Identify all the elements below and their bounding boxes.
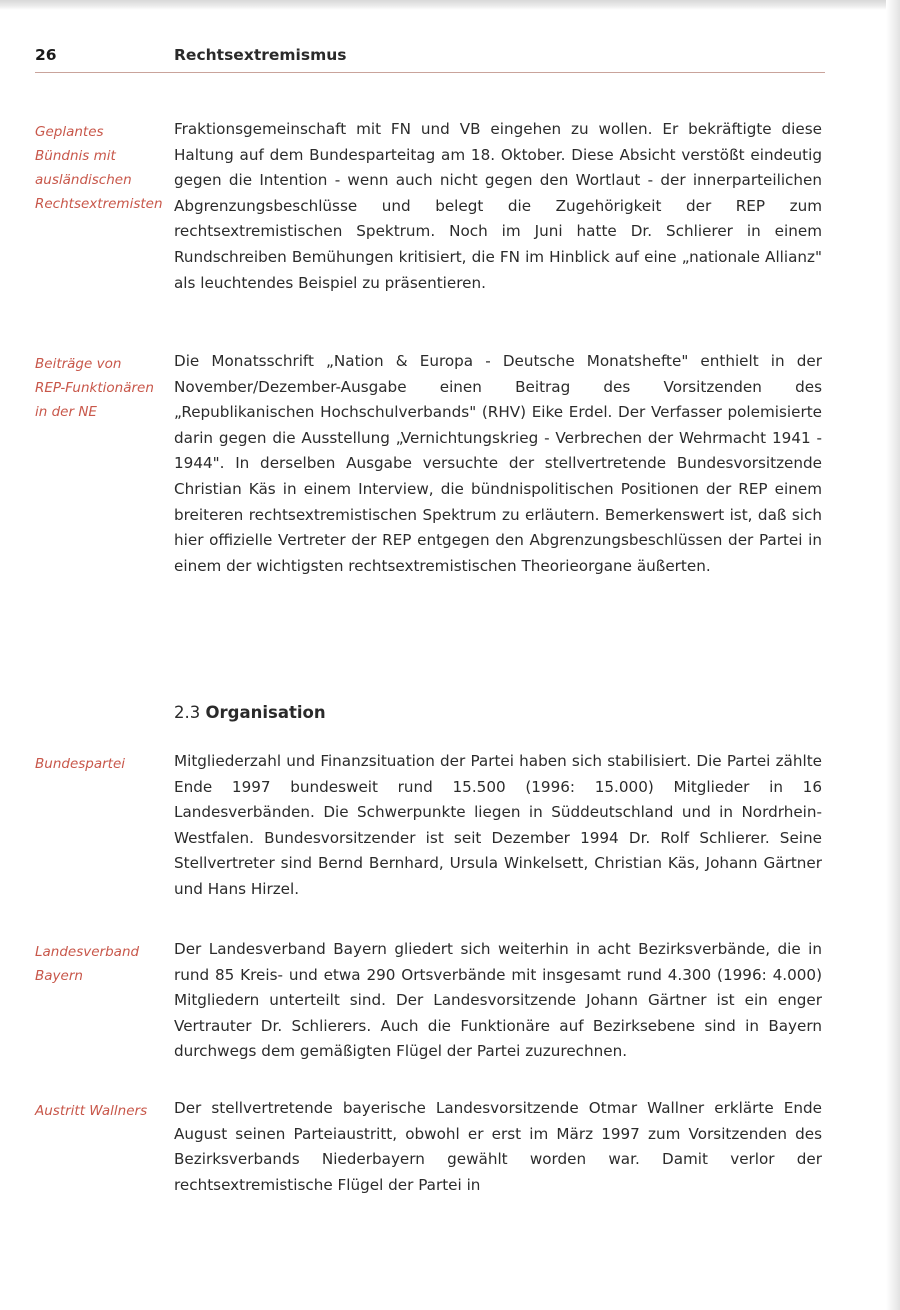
scan-right-edge xyxy=(886,0,900,1310)
margin-note-line: Beiträge von xyxy=(35,356,122,372)
margin-note-line: Landesverband xyxy=(35,944,140,960)
margin-note-line: Austritt Wallners xyxy=(35,1103,148,1119)
margin-note xyxy=(35,1099,165,1123)
margin-note xyxy=(35,752,165,776)
section-heading xyxy=(174,703,326,722)
margin-note-line: ausländischen xyxy=(35,172,132,188)
body-paragraph: Die Monatsschrift „Nation & Europa - Deutsche Monatshefte" enthielt in der November/Dezember-Ausgabe einen Beitrag des Vorsitzenden des „Republikanischen Hochschulverbands" (RHV) Eike Erdel. Der Verfasser polemisierte darin gegen die Ausstellung „Vernichtungskrieg - Verbrechen der Wehrmacht 1941 - 1944". In derselben Ausgabe versuchte der stellvertretende Bundesvorsitzende Christian Käs in einem Interview, die bündnispolitischen Positionen der REP einem breiteren rechtsextremistischen Spektrum zu erläutern. Bemerkenswert ist, daß sich hier offizielle Vertreter der REP entgegen den Abgrenzungsbeschlüssen der Partei in einem der wichtigsten rechtsextremistischen Theorieorgane äußerten. xyxy=(174,352,822,575)
page-number: 26 xyxy=(35,46,57,64)
body-paragraph: Der Landesverband Bayern gliedert sich weiterhin in acht Bezirksverbände, die in rund 85 Kreis- und etwa 290 Ortsverbände mit insgesamt rund 4.300 (1996: 4.000) Mitgliedern unterteilt sind. Der Landesvorsitzende Johann Gärtner ist ein enger Vertrauter Dr. Schlierers. Auch die Funktionäre auf Bezirksebene sind in Bayern durchwegs dem gemäßigten Flügel der Partei zuzurechnen. xyxy=(174,940,822,1061)
margin-note-line: Geplantes xyxy=(35,124,104,140)
margin-note-line: REP-Funktionären xyxy=(35,380,154,396)
section-number: 2.3 xyxy=(174,703,201,722)
body-paragraph: Der stellvertretende bayerische Landesvorsitzende Otmar Wallner erklärte Ende August seinen Parteiaustritt, obwohl er erst im März 1997 zum Vorsitzenden des Bezirksverbands Niederbayern gewählt worden war. Damit verlor der rechtsextremistische Flügel der Partei in xyxy=(174,1099,822,1194)
section-title: Organisation xyxy=(205,703,326,722)
body-paragraph: Fraktionsgemeinschaft mit FN und VB eingehen zu wollen. Er bekräftigte diese Haltung auf dem Bundesparteitag am 18. Oktober. Diese Absicht verstößt eindeutig gegen die Intention - wenn auch nicht gegen den Wortlaut - der innerparteilichen Abgrenzungsbeschlüsse und belegt die Zugehörigkeit der REP zum rechtsextremistischen Spektrum. Noch im Juni hatte Dr. Schlierer in einem Rundschreiben Bemühungen kritisiert, die FN im Hinblick auf eine „nationale Allianz" als leuchtendes Beispiel zu präsentieren. xyxy=(174,120,822,292)
margin-note-line: Bündnis mit xyxy=(35,148,116,164)
running-title: Rechtsextremismus xyxy=(174,46,347,64)
margin-note-line: Bayern xyxy=(35,968,83,984)
margin-note-line: in der NE xyxy=(35,404,97,420)
margin-note-line: Rechtsextremisten xyxy=(35,196,163,212)
header-divider xyxy=(35,72,825,73)
margin-note xyxy=(35,940,165,988)
body-paragraph: Mitgliederzahl und Finanzsituation der Partei haben sich stabilisiert. Die Partei zählte Ende 1997 bundesweit rund 15.500 (1996: 15.000) Mitglieder in 16 Landesverbänden. Die Schwerpunkte liegen in Süddeutschland und in Nordrhein-Westfalen. Bundesvorsitzender ist seit Dezember 1994 Dr. Rolf Schlierer. Seine Stellvertreter sind Bernd Bernhard, Ursula Winkelsett, Christian Käs, Johann Gärtner und Hans Hirzel. xyxy=(174,752,822,898)
margin-note xyxy=(35,352,165,424)
page-header xyxy=(35,46,825,74)
margin-note xyxy=(35,120,165,216)
scan-top-edge xyxy=(0,0,900,10)
margin-note-line: Bundespartei xyxy=(35,756,126,772)
